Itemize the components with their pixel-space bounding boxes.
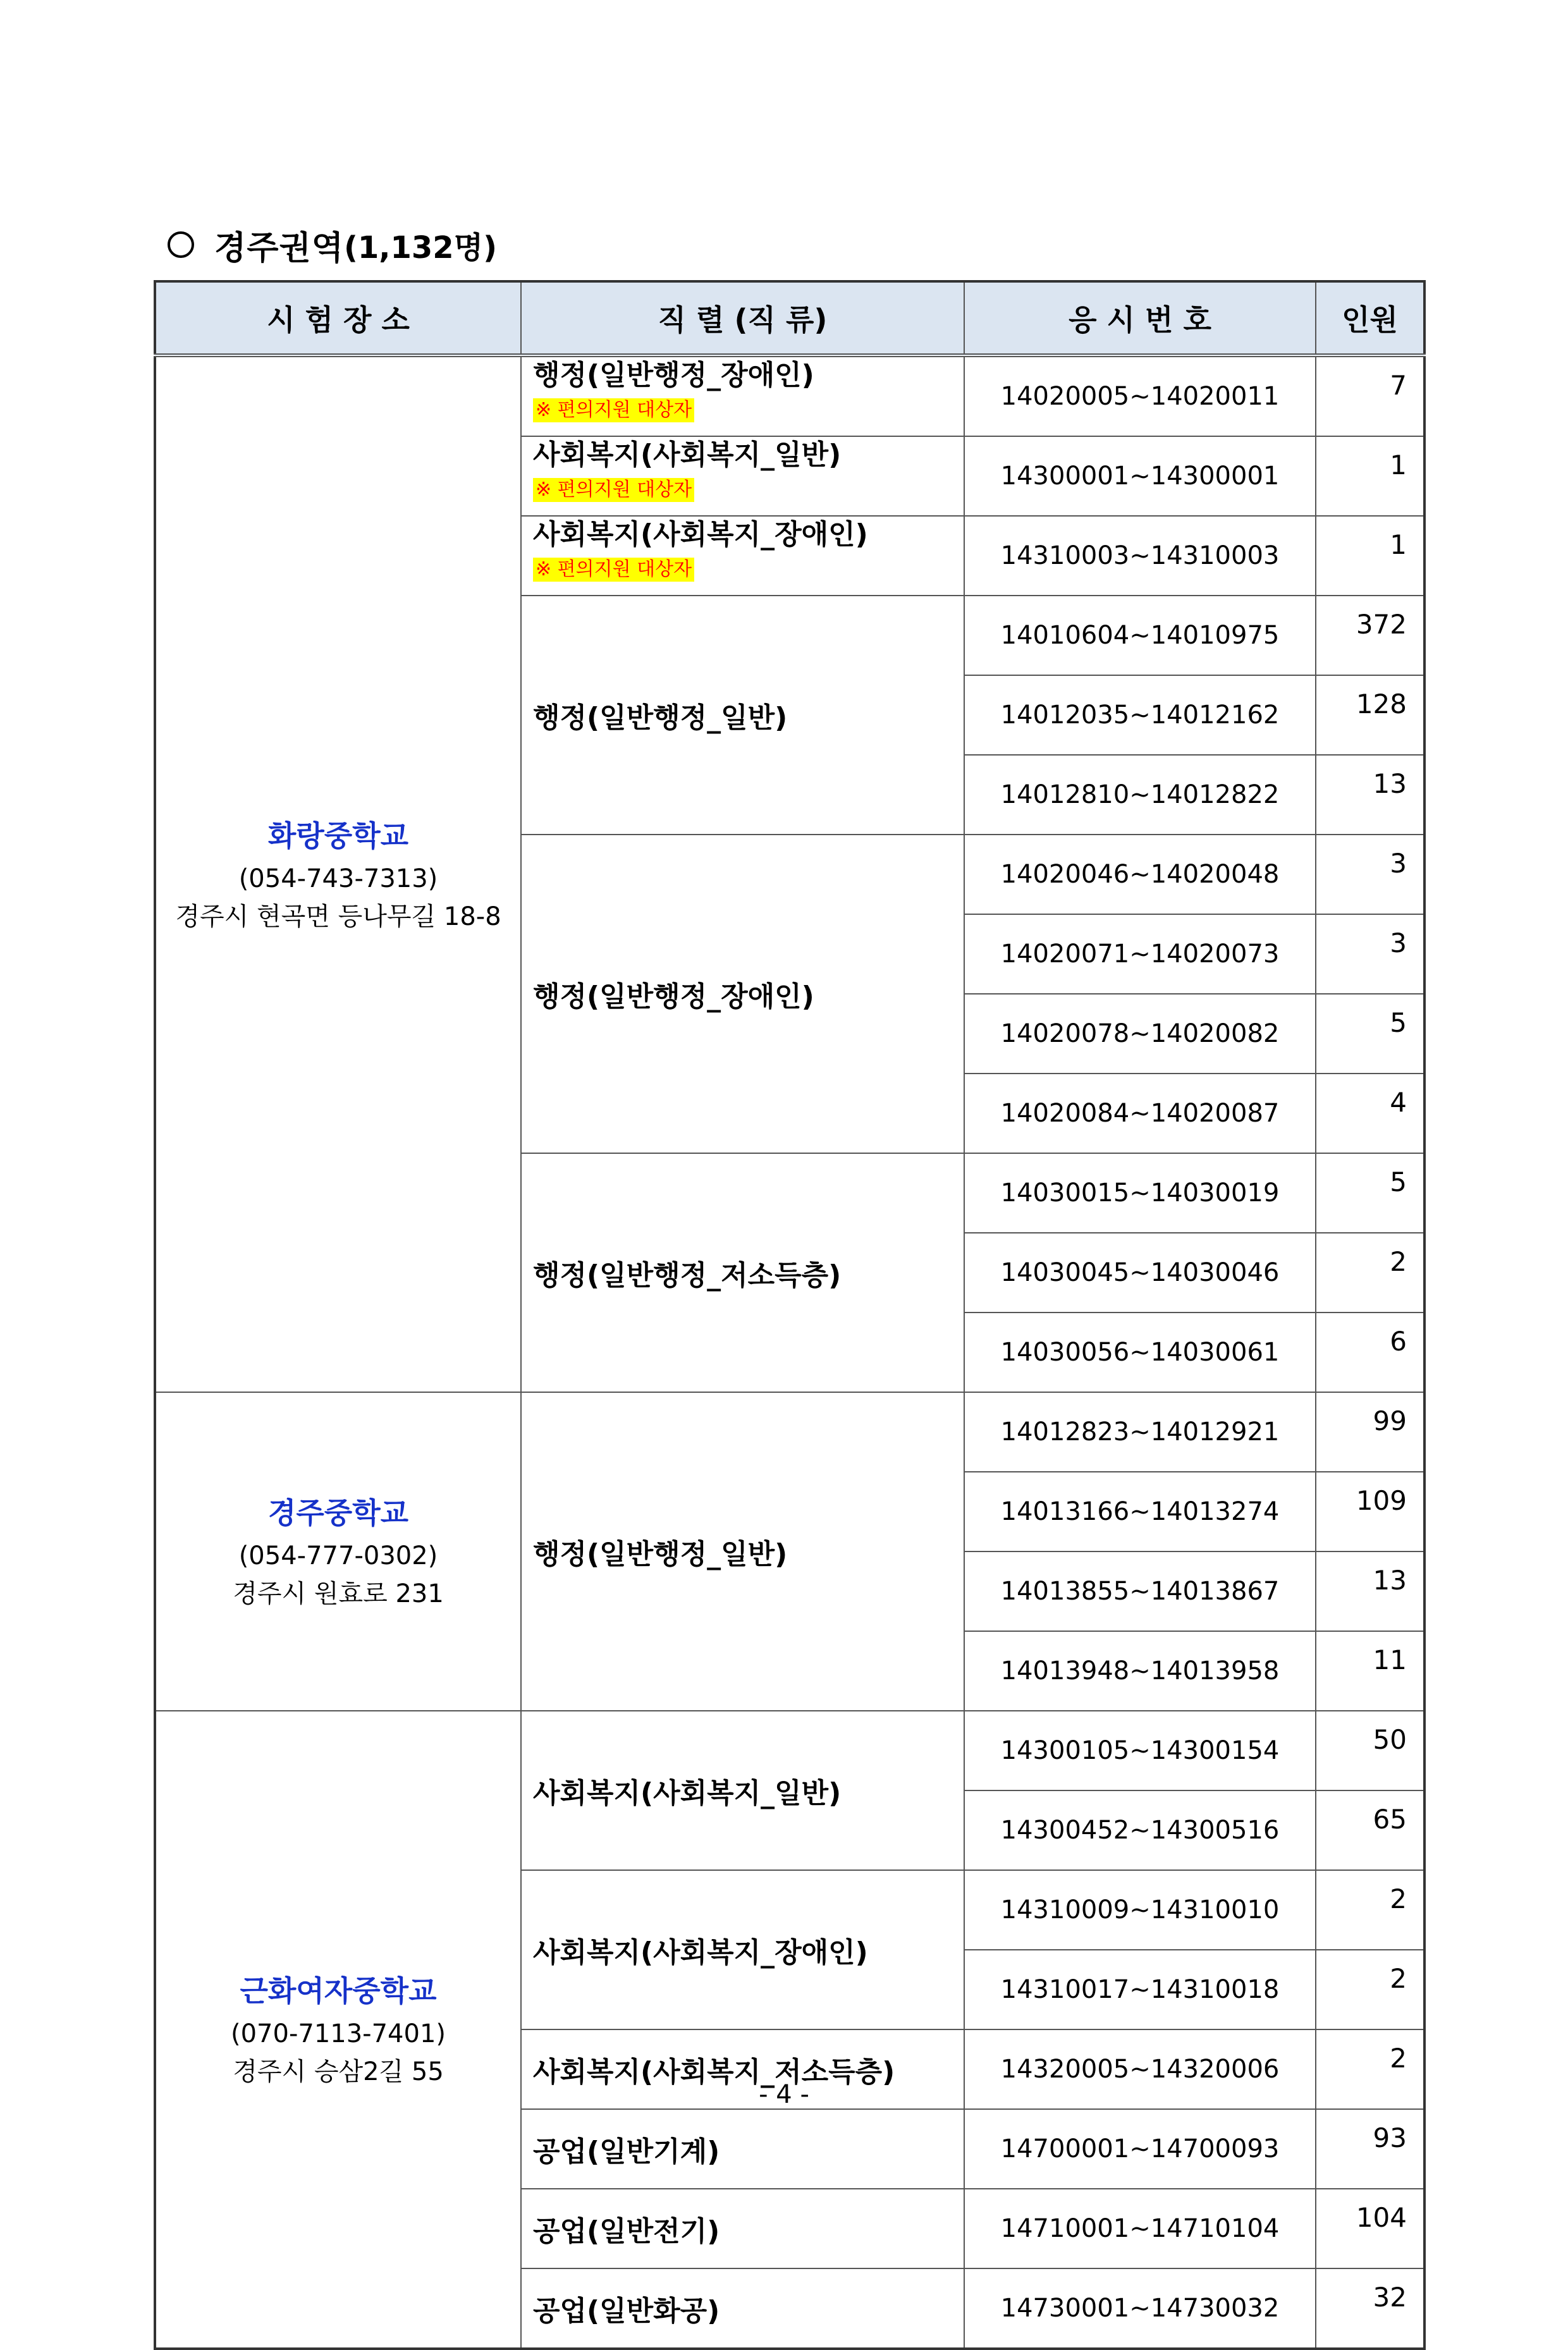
headcount: 11: [1316, 1631, 1424, 1711]
headcount: 32: [1316, 2268, 1424, 2349]
section-title-text: 경주권역: [214, 229, 344, 267]
headcount: 4: [1316, 1074, 1424, 1153]
headcount: 50: [1316, 1711, 1424, 1790]
school-cell: [155, 1392, 521, 1711]
exam-number: 14710001~14710104: [964, 2189, 1316, 2268]
exam-number: 14013948~14013958: [964, 1631, 1316, 1711]
exam-number: 14700001~14700093: [964, 2109, 1316, 2189]
job-cell: 공업(일반화공): [521, 2268, 964, 2349]
job-cell: 행정(일반행정_일반): [521, 1392, 964, 1711]
exam-table: [154, 280, 1426, 2350]
exam-number: 14300105~14300154: [964, 1711, 1316, 1790]
exam-number: 14310017~14310018: [964, 1950, 1316, 2029]
school-cell: [155, 1711, 521, 2349]
school-phone: (054-743-7313): [238, 864, 438, 893]
exam-number: 14310009~14310010: [964, 1870, 1316, 1950]
school-address: 경주시 현곡면 등나무길 18-8: [175, 902, 501, 931]
exam-number: 14020071~14020073: [964, 914, 1316, 994]
table-row: [155, 1392, 1424, 1472]
school-cell: [155, 355, 521, 1392]
school-address: 경주시 원효로 231: [233, 1579, 444, 1608]
job-cell: 사회복지(사회복지_일반): [521, 1711, 964, 1870]
exam-number: 14013855~14013867: [964, 1551, 1316, 1631]
exam-number: 14030056~14030061: [964, 1313, 1316, 1392]
school-name: 화랑중학교: [267, 819, 409, 853]
school-name: 경주중학교: [267, 1496, 409, 1530]
exam-number: 14012035~14012162: [964, 675, 1316, 755]
headcount: 372: [1316, 596, 1424, 675]
exam-number: 14020046~14020048: [964, 835, 1316, 914]
job-label: 사회복지(사회복지_일반): [533, 439, 842, 471]
headcount: 109: [1316, 1472, 1424, 1551]
header-place: 시 험 장 소: [155, 281, 521, 355]
exam-number: 14012810~14012822: [964, 755, 1316, 835]
exam-number: 14020005~14020011: [964, 355, 1316, 436]
job-cell: [521, 516, 964, 596]
headcount: 2: [1316, 2029, 1424, 2109]
job-label: 행정(일반행정_장애인): [533, 359, 814, 391]
job-cell: [521, 355, 964, 436]
job-cell: 공업(일반전기): [521, 2189, 964, 2268]
job-cell: 사회복지(사회복지_저소득층): [521, 2029, 964, 2109]
header-number: 응 시 번 호: [964, 281, 1316, 355]
headcount: 99: [1316, 1392, 1424, 1472]
header-job: 직 렬 (직 류): [521, 281, 964, 355]
exam-number: 14300001~14300001: [964, 436, 1316, 516]
accommodation-note: ※ 편의지원 대상자: [533, 478, 694, 502]
headcount: 104: [1316, 2189, 1424, 2268]
page-number: - 4 -: [759, 2080, 809, 2109]
exam-number: 14030015~14030019: [964, 1153, 1316, 1233]
headcount: 3: [1316, 914, 1424, 994]
job-cell: 행정(일반행정_저소득층): [521, 1153, 964, 1392]
accommodation-note: ※ 편의지원 대상자: [533, 398, 694, 422]
headcount: 3: [1316, 835, 1424, 914]
accommodation-note: ※ 편의지원 대상자: [533, 558, 694, 582]
headcount: 7: [1316, 355, 1424, 436]
headcount: 1: [1316, 516, 1424, 596]
headcount: 2: [1316, 1870, 1424, 1950]
school-phone: (070-7113-7401): [230, 2019, 446, 2048]
headcount: 13: [1316, 755, 1424, 835]
exam-number: 14020078~14020082: [964, 994, 1316, 1074]
headcount: 2: [1316, 1950, 1424, 2029]
school-phone: (054-777-0302): [238, 1541, 438, 1570]
job-cell: 행정(일반행정_장애인): [521, 835, 964, 1153]
school-address: 경주시 승삼2길 55: [233, 2057, 444, 2086]
headcount: 5: [1316, 1153, 1424, 1233]
job-cell: 사회복지(사회복지_장애인): [521, 1870, 964, 2029]
exam-number: 14013166~14013274: [964, 1472, 1316, 1551]
exam-number: 14310003~14310003: [964, 516, 1316, 596]
table-header-row: [155, 281, 1424, 355]
header-count: 인원: [1316, 281, 1424, 355]
section-title-count: (1,132명): [343, 229, 498, 266]
headcount: 5: [1316, 994, 1424, 1074]
job-cell: 공업(일반기계): [521, 2109, 964, 2189]
headcount: 1: [1316, 436, 1424, 516]
job-label: 사회복지(사회복지_장애인): [533, 518, 868, 551]
table-row: [155, 1711, 1424, 1790]
exam-number: 14030045~14030046: [964, 1233, 1316, 1313]
circle-bullet-icon: [168, 231, 194, 258]
job-cell: [521, 436, 964, 516]
headcount: 93: [1316, 2109, 1424, 2189]
exam-number: 14020084~14020087: [964, 1074, 1316, 1153]
exam-number: 14012823~14012921: [964, 1392, 1316, 1472]
school-name: 근화여자중학교: [240, 1974, 437, 2008]
section-title: [168, 218, 497, 271]
headcount: 2: [1316, 1233, 1424, 1313]
exam-number: 14010604~14010975: [964, 596, 1316, 675]
headcount: 6: [1316, 1313, 1424, 1392]
exam-number: 14730001~14730032: [964, 2268, 1316, 2349]
headcount: 128: [1316, 675, 1424, 755]
job-cell: 행정(일반행정_일반): [521, 596, 964, 835]
headcount: 13: [1316, 1551, 1424, 1631]
headcount: 65: [1316, 1790, 1424, 1870]
exam-number: 14300452~14300516: [964, 1790, 1316, 1870]
table-row: [155, 355, 1424, 436]
exam-number: 14320005~14320006: [964, 2029, 1316, 2109]
